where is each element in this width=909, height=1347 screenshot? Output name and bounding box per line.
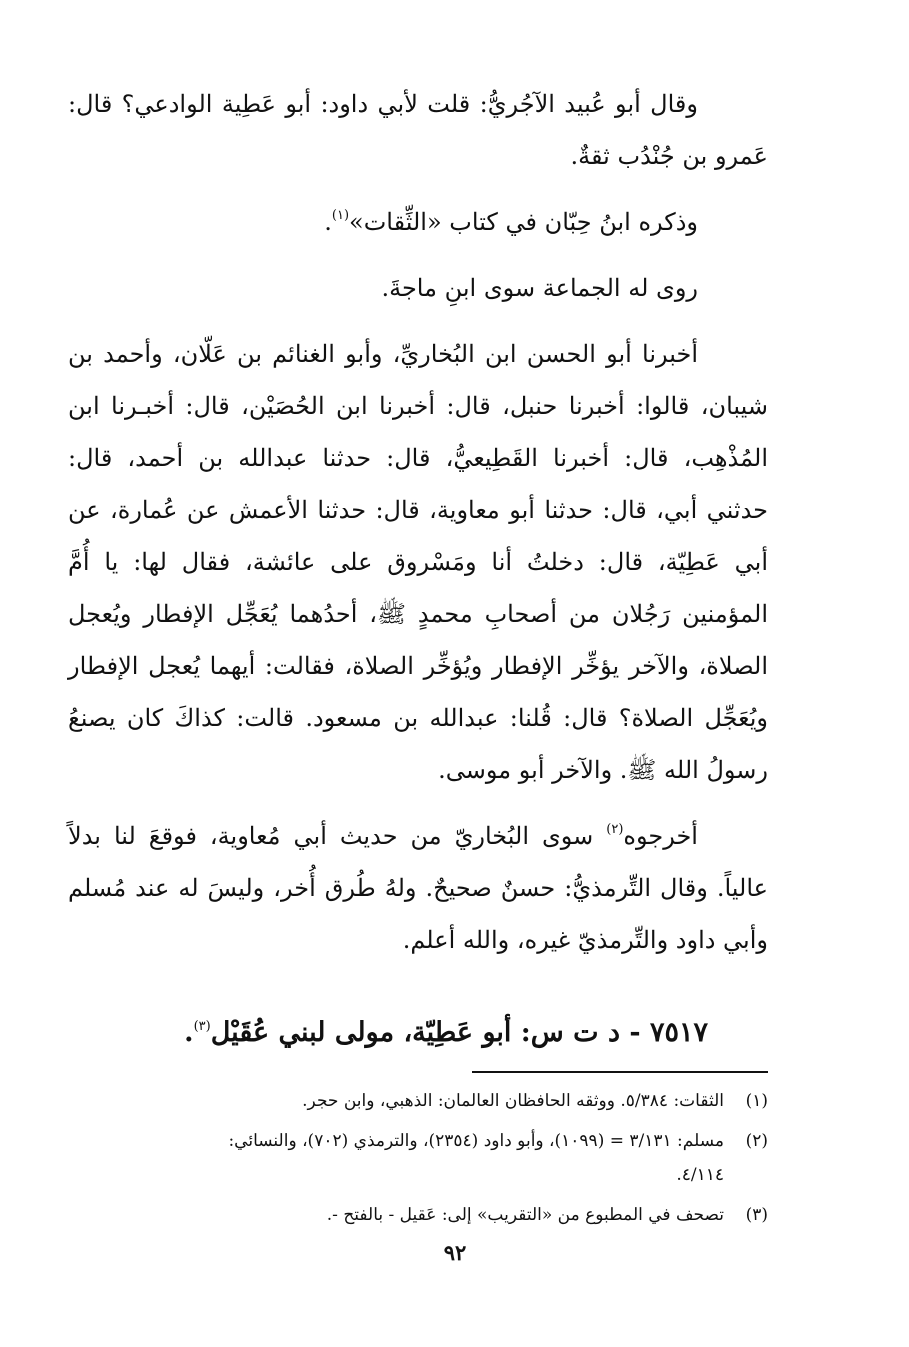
footnote-number: (١) [745, 1091, 768, 1111]
ibn-hibban-end: . [324, 208, 332, 236]
paragraph-narrators: روى له الجماعة سوى ابنِ ماجةَ. [381, 274, 698, 302]
entry-heading [68, 1008, 708, 1058]
main-text [68, 78, 768, 966]
takhrij-rest: سوى البُخاريّ من حديث أبي مُعاوية، فوقعَ لنا بدلاً عالياً. وقال التِّرمذيُّ: حسنٌ صحيحٌ. ولهُ طُرق أُخر، وليسَ له عند مُسلم وأبي داود والتِّرمذيّ غيره، والله أعلم. [68, 822, 768, 954]
takhrij-start: أخرجوه [623, 822, 698, 850]
entry-heading-end: . [184, 1017, 194, 1048]
footnote-3 [68, 1198, 768, 1232]
paragraph-ajurri-quote: وقال أبو عُبيد الآجُريُّ: قلت لأبي داود: أبو عَطِية الوادعي؟ قال: عَمرو بن جُنْدُب ثقةٌ. [68, 90, 768, 170]
footnote-1 [68, 1084, 768, 1118]
footnote-text: مسلم: ٣/١٣١ = (١٠٩٩)، وأبو داود (٢٣٥٤)، والترمذي (٧٠٢)، والنسائي: [228, 1131, 724, 1151]
footnote-number: (٣) [745, 1205, 768, 1225]
footnote-ref-2[interactable]: (٢) [606, 822, 624, 837]
ibn-hibban-text: وذكره ابنُ حِبّان في كتاب «الثِّقات» [349, 208, 698, 236]
footnote-ref-1[interactable]: (١) [331, 208, 350, 223]
footnote-text: الثقات: ٥/٣٨٤. ووثقه الحافظان العالمان: الذهبي، وابن حجر. [302, 1091, 724, 1111]
footnote-ref-3[interactable]: (٣) [193, 1019, 211, 1034]
paragraph-ibn-hibban [68, 196, 768, 248]
footnote-divider [472, 1071, 768, 1073]
entry-heading-text: ٧٥١٧ - د ت س: أبو عَطِيّة، مولى لبني عُقَيْل [210, 1017, 708, 1048]
footnotes [68, 1084, 768, 1232]
paragraph-takhrij [68, 810, 768, 966]
page-number: ٩٢ [443, 1240, 467, 1265]
footnote-2-continuation: ٤/١١٤. [676, 1165, 724, 1185]
footnote-2 [68, 1124, 768, 1158]
footnote-number: (٢) [745, 1131, 768, 1151]
paragraph-isnad-hadith: أخبرنا أبو الحسن ابن البُخاريِّ، وأبو الغنائم بن عَلّان، وأحمد بن شيبان، قالوا: أخبرنا حنبل، قال: أخبرنا ابن الحُصَيْن، قال: أخبـرنا ابن المُذْهِب، قال: أخبرنا القَطِيعيُّ، قال: حدثنا عبدالله بن أحمد، قال: حدثني أبي، قال: حدثنا أبو معاوية، قال: حدثنا الأعمش عن عُمارة، عن أبي عَطِيّة، قال: دخلتُ أنا ومَسْروق على عائشة، فقال لها: يا أُمَّ المؤمنين رَجُلان من أصحابِ محمدٍ ﷺ، أحدُهما يُعَجِّل الإفطار ويُعجل الصلاة، والآخر يؤخِّر الإفطار ويُؤخِّر الصلاة، فقالت: أيهما يُعجل الإفطار ويُعَجِّل الصلاة؟ قال: قُلنا: عبدالله بن مسعود. قالت: كذاكَ كان يصنعُ رسولُ الله ﷺ. والآخر أبو موسى. [68, 340, 769, 784]
footnote-text: تصحف في المطبوع من «التقريب» إلى: عَقيل - بالفتح -. [326, 1205, 724, 1225]
